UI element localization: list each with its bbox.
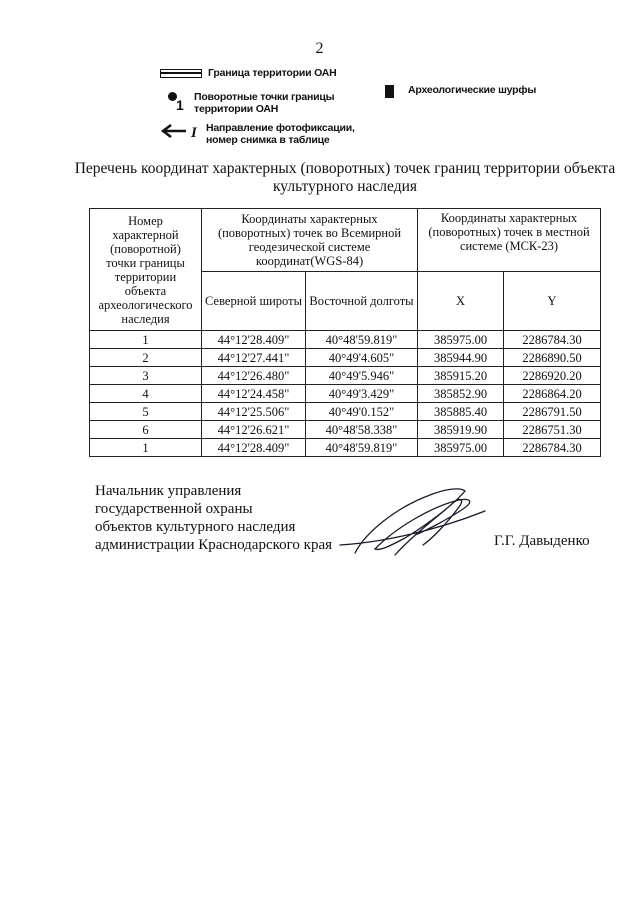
legend-border: [160, 67, 337, 79]
page-number: 2: [315, 40, 324, 57]
coordinates-table: [89, 208, 601, 457]
table-row: [90, 331, 601, 349]
header-local-coords: Координаты характерных (поворотных) точек в местной системе (МСК-23): [418, 209, 601, 272]
signer-position: [95, 482, 332, 554]
header-point-number: Номер характерной (поворотной) точки границы территории объекта археологического наследия: [90, 209, 202, 331]
photo-number: I: [191, 125, 197, 141]
turning-point-number: 1: [176, 97, 184, 113]
table-row: [90, 403, 601, 421]
longitude-cell: 40°49'3.429": [306, 385, 418, 403]
turning-point-icon: [162, 91, 192, 113]
signer-line: объектов культурного наследия: [95, 519, 296, 535]
handwritten-signature: [335, 483, 495, 563]
latitude-cell: 44°12'28.409": [202, 439, 306, 457]
point-number-cell: 1: [90, 331, 202, 349]
table-row: [90, 421, 601, 439]
x-cell: 385919.90: [418, 421, 504, 439]
y-cell: 2286751.30: [504, 421, 601, 439]
header-longitude: Восточной долготы: [306, 272, 418, 331]
y-cell: 2286890.50: [504, 349, 601, 367]
x-cell: 385975.00: [418, 439, 504, 457]
y-cell: 2286784.30: [504, 439, 601, 457]
latitude-cell: 44°12'26.621": [202, 421, 306, 439]
point-number-cell: 5: [90, 403, 202, 421]
x-cell: 385885.40: [418, 403, 504, 421]
y-cell: 2286864.20: [504, 385, 601, 403]
longitude-cell: 40°48'59.819": [306, 331, 418, 349]
legend-photo-direction: [160, 122, 366, 146]
legend-pits: [385, 84, 536, 98]
point-number-cell: 2: [90, 349, 202, 367]
document-title: Перечень координат характерных (поворотных) точек границ территории объекта культурного наследия: [74, 160, 616, 195]
signer-name: Г.Г. Давыденко: [494, 533, 590, 549]
latitude-cell: 44°12'25.506": [202, 403, 306, 421]
longitude-cell: 40°49'4.605": [306, 349, 418, 367]
border-line-icon: [160, 69, 202, 78]
signer-line: государственной охраны: [95, 501, 253, 517]
header-x: X: [418, 272, 504, 331]
legend-pits-label: Археологические шурфы: [408, 84, 537, 96]
header-y: Y: [504, 272, 601, 331]
point-number-cell: 3: [90, 367, 202, 385]
table-row: [90, 385, 601, 403]
legend-turning-points: [162, 91, 354, 115]
point-number-cell: 1: [90, 439, 202, 457]
signer-line: Начальник управления: [95, 483, 242, 499]
table-row: [90, 349, 601, 367]
table-row: [90, 367, 601, 385]
latitude-cell: 44°12'28.409": [202, 331, 306, 349]
latitude-cell: 44°12'24.458": [202, 385, 306, 403]
signer-line: администрации Краснодарского края: [95, 537, 333, 553]
y-cell: 2286784.30: [504, 331, 601, 349]
table-row: [90, 439, 601, 457]
arrow-left-icon: [160, 122, 204, 142]
point-number-cell: 4: [90, 385, 202, 403]
pit-icon: [385, 85, 394, 98]
latitude-cell: 44°12'27.441": [202, 349, 306, 367]
x-cell: 385852.90: [418, 385, 504, 403]
y-cell: 2286920.20: [504, 367, 601, 385]
legend-photo-direction-label: Направление фотофиксации, номер снимка в таблице: [206, 122, 355, 146]
longitude-cell: 40°49'5.946": [306, 367, 418, 385]
y-cell: 2286791.50: [504, 403, 601, 421]
latitude-cell: 44°12'26.480": [202, 367, 306, 385]
point-number-cell: 6: [90, 421, 202, 439]
x-cell: 385915.20: [418, 367, 504, 385]
longitude-cell: 40°49'0.152": [306, 403, 418, 421]
x-cell: 385975.00: [418, 331, 504, 349]
longitude-cell: 40°48'58.338": [306, 421, 418, 439]
legend-border-label: Граница территории ОАН: [208, 67, 337, 79]
longitude-cell: 40°48'59.819": [306, 439, 418, 457]
legend-turning-points-label: Поворотные точки границы территории ОАН: [194, 91, 335, 115]
header-wgs-coords: Координаты характерных (поворотных) точек во Всемирной геодезической системе координат(WGS-84): [202, 209, 418, 272]
x-cell: 385944.90: [418, 349, 504, 367]
header-latitude: Северной широты: [202, 272, 306, 331]
